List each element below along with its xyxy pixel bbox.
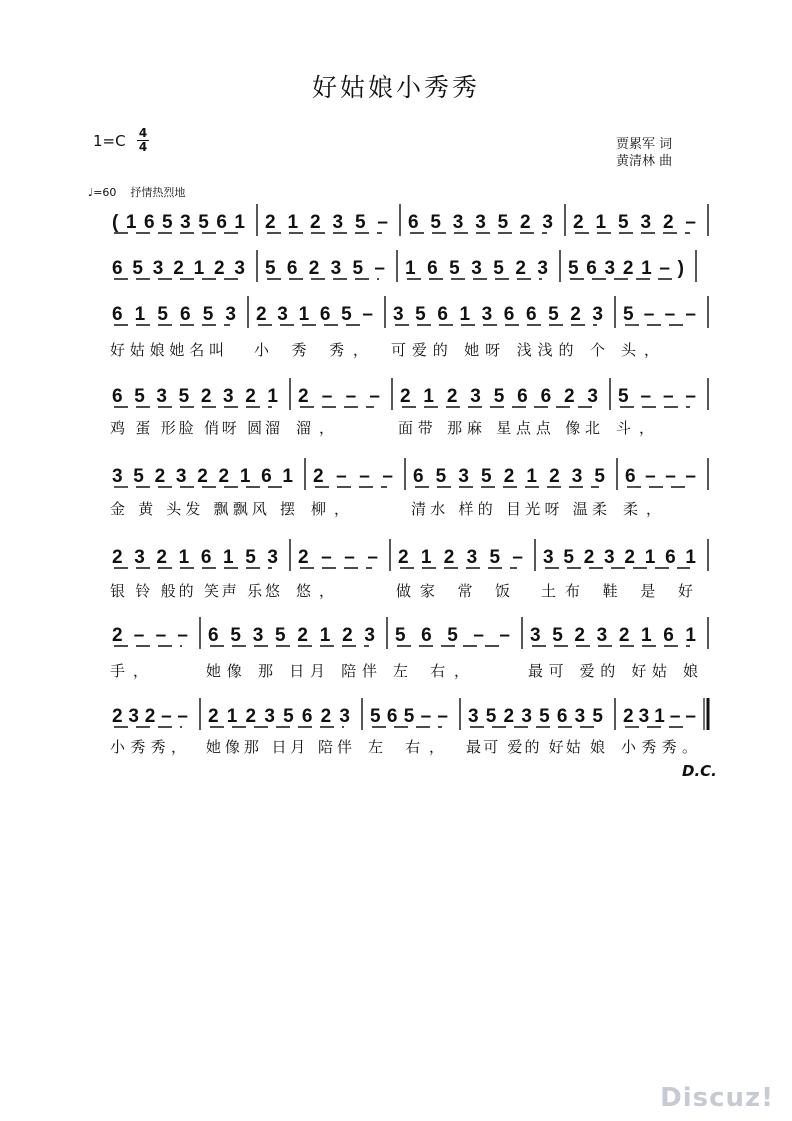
measure-lyrics: 手，	[110, 662, 148, 680]
tempo-mark: ♩=60	[88, 186, 117, 199]
measure-lyrics: 柳，	[311, 500, 349, 518]
measure-lyrics: 最可 爱的 好姑 娘	[528, 662, 698, 680]
measure-lyrics: 清水 样的 目光呀 温柔	[411, 500, 607, 518]
measure-notes: 6 5 3 5 2 1 2 3 5	[413, 466, 605, 487]
measure-notes: 2 – – –	[298, 547, 378, 568]
measure-notes: 6 – – –	[625, 466, 696, 487]
measure-lyrics: 土布 鞋 是 好	[541, 582, 693, 600]
measure-notes: 6 5 3 2 1 2 3	[112, 258, 245, 279]
measure-notes: 2 3 1 6 5 –	[256, 304, 373, 325]
measure-notes: 2 1 2 3 5 –	[265, 212, 388, 233]
measure-lyrics: 斗，	[616, 419, 654, 437]
measure-notes: 3 5 2 3 5 6 3 5	[468, 706, 603, 727]
measure-notes: 5 6 3 2 1 – )	[568, 258, 684, 279]
measure-notes: 2 3 2 – –	[112, 706, 188, 727]
measure-notes: 5 6 2 3 5 –	[265, 258, 385, 279]
measure-lyrics: 小 秀 秀，	[254, 341, 368, 359]
measure-notes: 6 1 5 6 5 3	[112, 304, 236, 325]
measure-lyrics: 她像 那 日月 陪伴	[206, 662, 377, 680]
measure-lyrics: 最可 爱的 好姑 娘	[466, 738, 605, 756]
measure-lyrics: 头，	[621, 341, 659, 359]
measure-notes: 2 – – –	[313, 466, 393, 487]
measure-notes: 5 – – –	[618, 386, 696, 407]
measure-lyrics: 可爱的 她呀 浅浅的 个	[391, 341, 605, 359]
measure-notes: 2 – – –	[298, 386, 380, 407]
measure-notes: 5 6 5 – –	[370, 706, 448, 727]
measure-notes: 3 5 2 3 2 2 1 6 1	[112, 466, 293, 487]
lyricist-credit: 贾累军 词	[616, 137, 673, 152]
measure-lyrics: 面带 那麻 星点点 像北	[398, 419, 600, 437]
measure-lyrics: 左 右，	[393, 662, 469, 680]
measure-lyrics: 鸡 蛋 形脸 俏呀 圆溜	[110, 419, 280, 437]
time-signature-bottom: 4	[138, 140, 148, 154]
measure-lyrics: 小秀秀，	[110, 738, 186, 756]
measure-lyrics: 悠，	[296, 582, 334, 600]
watermark: Discuz!	[660, 1083, 774, 1113]
measure-lyrics: 她像那 日月 陪伴	[206, 738, 352, 756]
measure-notes: 1 6 5 3 5 2 3	[405, 258, 548, 279]
measure-notes: 5 – – –	[623, 304, 696, 325]
measure-lyrics: 银 铃 般的 笑声 乐悠	[110, 582, 280, 600]
measure-notes: 2 3 1 – –	[623, 706, 696, 727]
expression-mark: 抒情热烈地	[130, 186, 186, 199]
measure-lyrics: 溜，	[296, 419, 334, 437]
measure-lyrics: 好姑娘她名叫	[110, 341, 224, 359]
measure-notes: 2 1 5 3 2 –	[573, 212, 696, 233]
da-capo-mark: D.C.	[682, 762, 717, 780]
measure-notes: 2 1 2 3 5 6 2 3	[208, 706, 350, 727]
measure-notes: 6 5 3 3 5 2 3	[408, 212, 553, 233]
measure-lyrics: 柔，	[623, 500, 661, 518]
measure-notes: ( 1 6 5 3 5 6 1	[112, 212, 245, 233]
measure-notes: 3 5 2 3 2 1 6 1	[530, 625, 696, 646]
measure-notes: 2 – – –	[112, 625, 188, 646]
measure-notes: 2 1 2 3 5 6 6 2 3	[400, 386, 598, 407]
measure-notes: 6 5 3 5 2 1 2 3	[208, 625, 375, 646]
measure-notes: 3 5 2 3 2 1 6 1	[543, 547, 696, 568]
song-title: 好姑娘小秀秀	[311, 73, 480, 102]
measure-notes: 5 6 5 – –	[395, 625, 510, 646]
measure-lyrics: 金 黄 头发 飘飘风 摆	[110, 500, 295, 518]
measure-lyrics: 做家 常 饭	[396, 582, 510, 600]
measure-lyrics: 小秀秀。	[621, 738, 697, 756]
time-signature-top: 4	[138, 126, 148, 140]
composer-credit: 黄清林 曲	[616, 154, 673, 169]
measure-notes: 3 5 6 1 3 6 6 5 2 3	[393, 304, 603, 325]
measure-lyrics: 左 右，	[368, 738, 444, 756]
measure-notes: 2 3 2 1 6 1 5 3	[112, 547, 278, 568]
key-signature: 1=C	[93, 132, 126, 150]
measure-notes: 6 5 3 5 2 3 2 1	[112, 386, 278, 407]
measure-notes: 2 1 2 3 5 –	[398, 547, 523, 568]
